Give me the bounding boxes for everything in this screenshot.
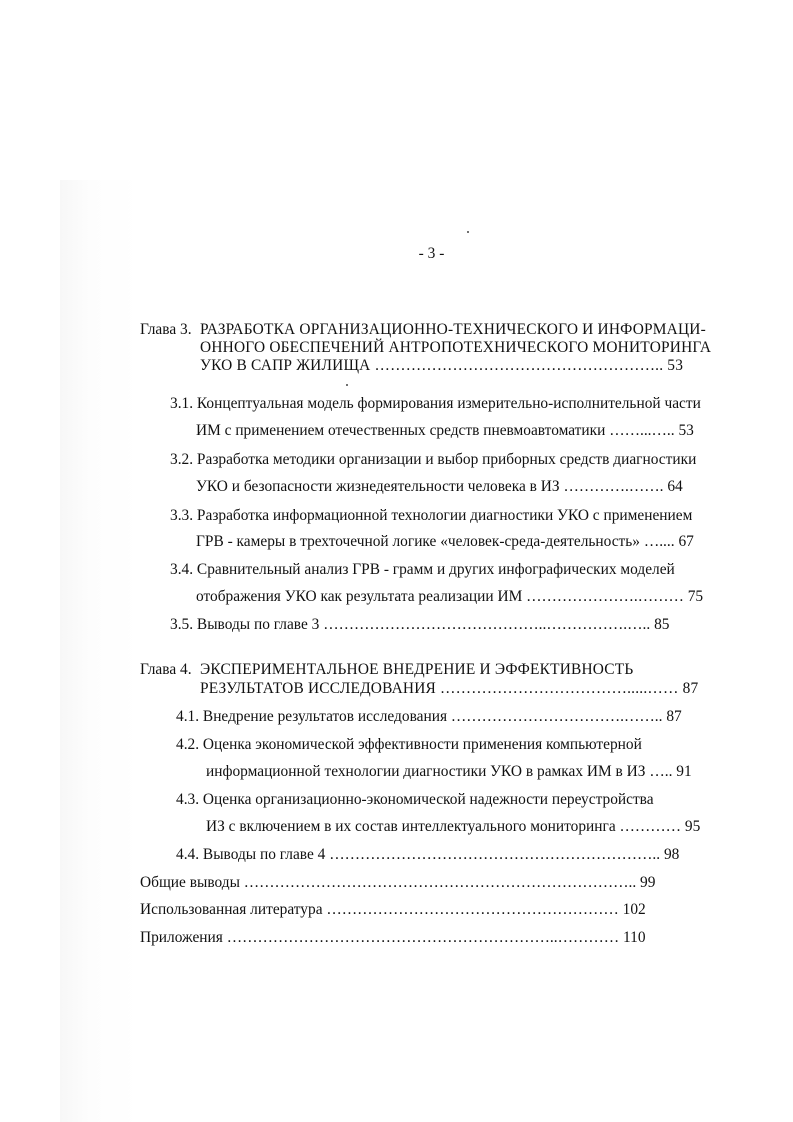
toc-entry-3-3-line-2: ГРВ - камеры в трехточечной логике «человек-среда-деятельность» ….... 67 <box>196 533 694 550</box>
toc-entry-references: Использованная литература ………………………………………………… 102 <box>140 901 646 918</box>
toc-entry-3-1-line-2: ИМ с применением отечественных средств пневмоавтоматики ……...….. 53 <box>196 422 694 439</box>
page-number: - 3 - <box>418 245 445 262</box>
toc-entry-4-3-line-2: ИЗ с включением в их состав интеллектуального мониторинга ………… 95 <box>206 818 701 835</box>
toc-entry-4-3-line-1: 4.3. Оценка организационно-экономической надежности переустройства <box>176 791 654 808</box>
toc-entry-conclusions: Общие выводы ………………………………………………………………….. 99 <box>140 874 656 891</box>
chapter-4-label: Глава 4. <box>140 661 192 678</box>
toc-entry-3-2-line-1: 3.2. Разработка методики организации и выбор приборных средств диагностики <box>170 451 697 468</box>
toc-entry-3-5: 3.5. Выводы по главе 3 ……………………………………..…………….….. 85 <box>170 616 670 633</box>
toc-entry-3-4-line-2: отображения УКО как результата реализации ИМ ………………….……… 75 <box>196 588 704 605</box>
chapter-3-title-line-1: РАЗРАБОТКА ОРГАНИЗАЦИОННО-ТЕХНИЧЕСКОГО И ИНФОРМАЦИ- <box>200 321 706 338</box>
toc-entry-3-3-line-1: 3.3. Разработка информационной технологии диагностики УКО с применением <box>170 507 693 524</box>
toc-entry-3-1-line-1: 3.1. Концептуальная модель формирования измерительно-исполнительной части <box>170 395 701 412</box>
scan-speck <box>346 384 348 386</box>
chapter-3-title-line-3: УКО В САПР ЖИЛИЩА ……………………………………………….. 53 <box>200 357 684 374</box>
toc-entry-4-2-line-2: информационной технологии диагностики УКО в рамках ИМ в ИЗ ….. 91 <box>206 763 692 780</box>
toc-entry-4-1: 4.1. Внедрение результатов исследования …………………………….…….. 87 <box>176 708 682 725</box>
chapter-4-title-line-1: ЭКСПЕРИМЕНТАЛЬНОЕ ВНЕДРЕНИЕ И ЭФФЕКТИВНОСТЬ <box>200 661 634 678</box>
chapter-3-label: Глава 3. <box>140 321 192 338</box>
chapter-4-title-line-2: РЕЗУЛЬТАТОВ ИССЛЕДОВАНИЯ ……………………………….....…… 87 <box>200 680 699 697</box>
toc-entry-appendices: Приложения ………………………………………………………..………… 110 <box>140 929 646 946</box>
scan-speck <box>467 231 469 233</box>
toc-entry-3-2-line-2: УКО и безопасности жизнедеятельности человека в ИЗ ………….……. 64 <box>196 478 683 495</box>
toc-entry-3-4-line-1: 3.4. Сравнительный анализ ГРВ - грамм и других инфографических моделей <box>170 561 675 578</box>
toc-entry-4-4: 4.4. Выводы по главе 4 ……………………………………………………….. 98 <box>176 846 680 863</box>
chapter-3-title-line-2: ОННОГО ОБЕСПЕЧЕНИЙ АНТРОПОТЕХНИЧЕСКОГО МОНИТОРИНГА <box>200 339 712 356</box>
toc-entry-4-2-line-1: 4.2. Оценка экономической эффективности применения компьютерной <box>176 736 642 753</box>
